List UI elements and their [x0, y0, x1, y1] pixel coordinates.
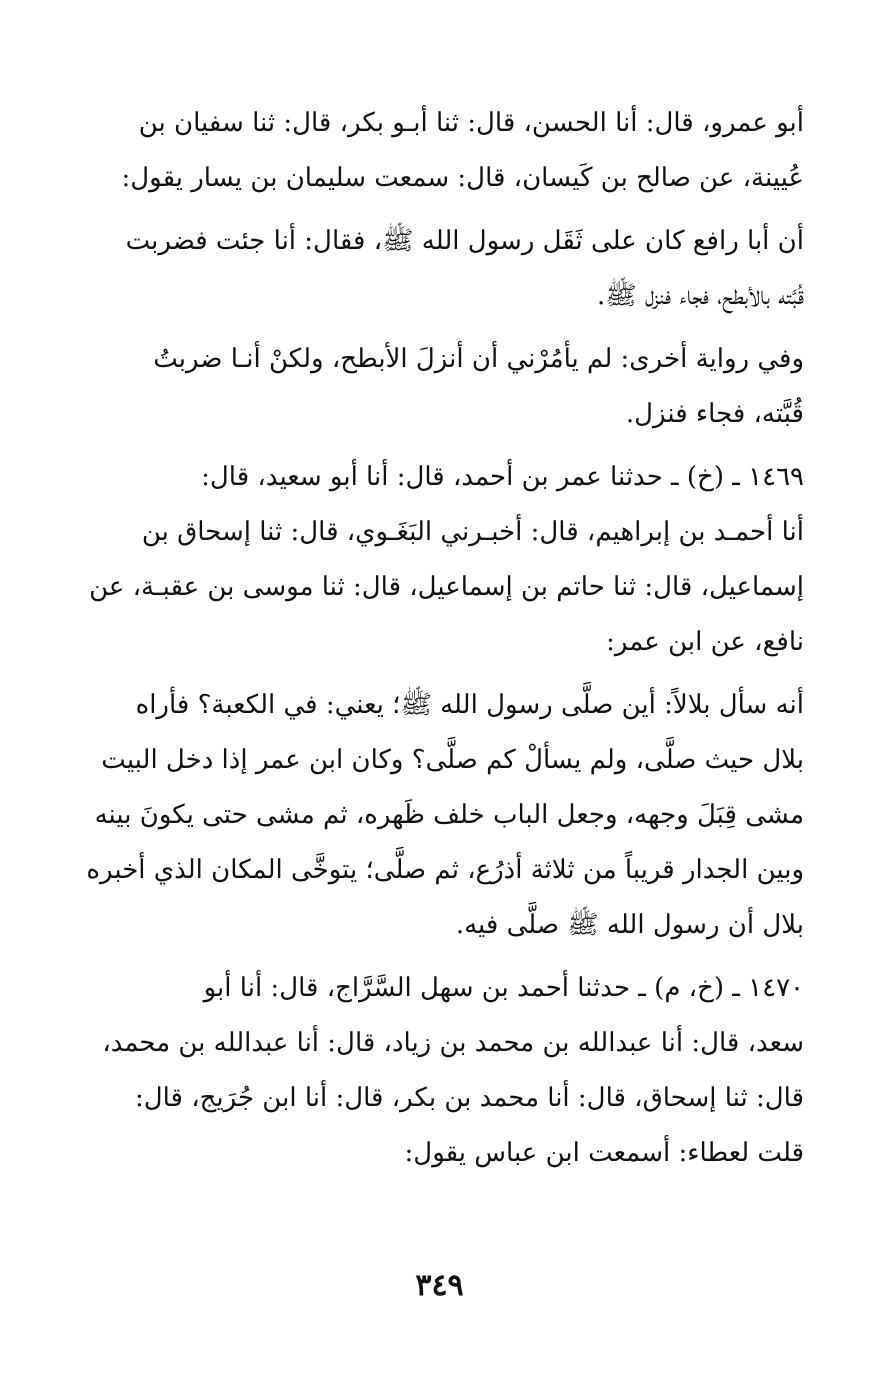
paragraph-3: [70, 332, 804, 442]
text-line: نافع، عن ابن عمر:: [606, 627, 804, 657]
paragraph-hadith-1470: [70, 961, 804, 1181]
text-line: عُيينة، عن صالح بن كَيسان، قال: سمعت سليمان بن يسار يقول:: [121, 163, 804, 193]
text-line: أنه سأل بلالاً: أين صلَّى رسول الله ﷺ؛ يعني: في الكعبة؟ فأراه: [135, 690, 804, 720]
paragraph-hadith-1469: [70, 450, 804, 670]
text-line: أبو عمرو، قال: أنا الحسن، قال: ثنا أبـو بكر، قال: ثنا سفيان بن: [138, 108, 804, 138]
text-line: أنا أحمـد بن إبراهيم، قال: أخبـرني البَغَـوي، قال: ثنا إسحاق بن: [141, 517, 804, 547]
page-number: ٣٤٩: [415, 1268, 464, 1303]
text-line: بلال أن رسول الله ﷺ صلَّى فيه.: [455, 910, 804, 940]
text-line: قُبَّته، فجاء فنزل.: [625, 399, 804, 429]
page-body: [70, 96, 804, 1189]
text-line: وفي رواية أخرى: لم يأمُرْني أن أنزلَ الأبطح، ولكنْ أنـا ضربتُ: [153, 344, 804, 374]
text-line: قلت لعطاء: أسمعت ابن عباس يقول:: [404, 1138, 804, 1168]
text-line: وبين الجدار قريباً من ثلاثة أذرُع، ثم صلَّى؛ يتوخَّى المكان الذي أخبره: [86, 855, 804, 885]
text-line: قُبَّته بالأبطح، فجاء فنزل ﷺ.: [597, 281, 804, 311]
text-line: قال: ثنا إسحاق، قال: أنا محمد بن بكر، قال: أنا ابن جُرَيج، قال:: [134, 1083, 804, 1113]
text-line: سعد، قال: أنا عبدالله بن محمد بن زياد، قال: أنا عبدالله بن محمد،: [102, 1028, 804, 1058]
paragraph-2: [70, 214, 804, 324]
text-line: أن أبا رافع كان على ثَقَل رسول الله ﷺ، فقال: أنا جئت فضربت: [125, 226, 804, 256]
paragraph-1: [70, 96, 804, 206]
text-line: مشى قِبَلَ وجهه، وجعل الباب خلف ظَهره، ثم مشى حتى يكونَ بينه: [94, 800, 804, 830]
text-line: ١٤٦٩ ـ (خ) ـ حدثنا عمر بن أحمد، قال: أنا أبو سعيد، قال:: [201, 462, 804, 492]
text-line: إسماعيل، قال: ثنا حاتم بن إسماعيل، قال: ثنا موسى بن عقبـة، عن: [89, 572, 804, 602]
text-line: ١٤٧٠ ـ (خ، م) ـ حدثنا أحمد بن سهل السَّرَّاج، قال: أنا أبو: [203, 973, 804, 1003]
text-line: بلال حيث صلَّى، ولم يسألْ كم صلَّى؟ وكان ابن عمر إذا دخل البيت: [101, 745, 804, 775]
paragraph-5: [70, 678, 804, 953]
